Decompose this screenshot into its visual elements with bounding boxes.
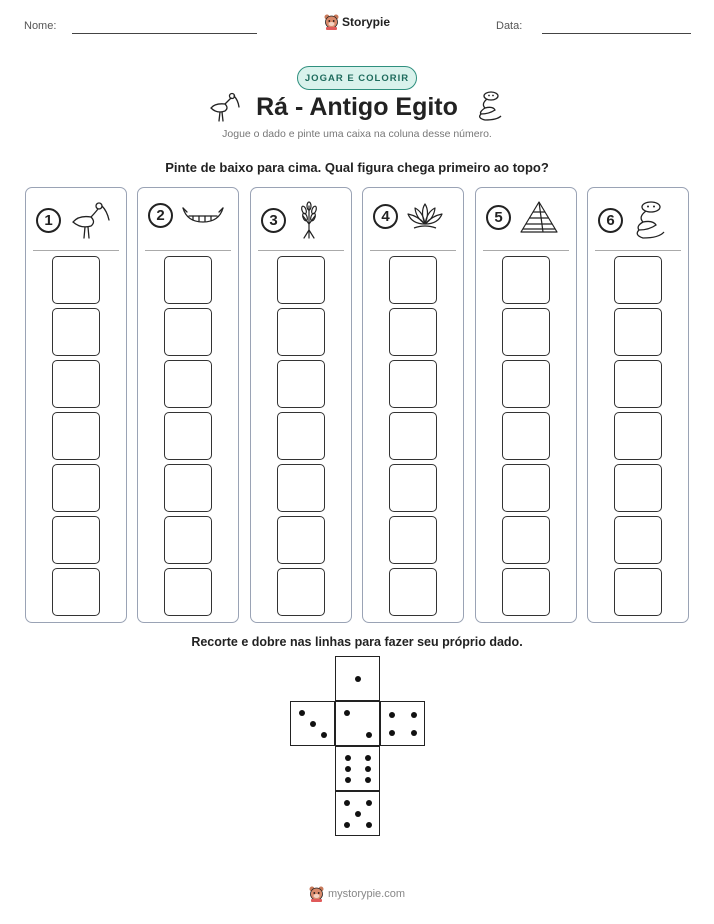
die-pip [389,730,395,736]
page-title: Rá - Antigo Egito [256,93,458,121]
die-pip [355,811,361,817]
die-face-1 [335,656,380,701]
game-instruction: Pinte de baixo para cima. Qual figura chega primeiro ao topo? [165,160,549,175]
color-box[interactable] [389,516,437,564]
die-pip [310,721,316,727]
column-4 [362,187,464,623]
date-label: Data: [496,20,523,32]
color-box[interactable] [614,256,662,304]
color-box[interactable] [502,360,550,408]
die-pip [299,710,305,716]
color-box[interactable] [164,360,212,408]
color-box[interactable] [277,308,325,356]
color-box[interactable] [389,568,437,616]
bear-icon [309,886,324,902]
column-3 [250,187,352,623]
color-box[interactable] [502,516,550,564]
die-pip [411,712,417,718]
column-6 [587,187,689,623]
column-number: 2 [148,203,173,228]
bear-icon [324,14,339,30]
color-box[interactable] [52,568,100,616]
die-pip [366,822,372,828]
color-box[interactable] [52,516,100,564]
color-box[interactable] [277,464,325,512]
color-box[interactable] [164,412,212,460]
color-box[interactable] [389,412,437,460]
die-face-5 [335,791,380,836]
die-pip [389,712,395,718]
brand-name: Storypie [342,15,391,29]
die-face-6 [335,746,380,791]
column-divider [258,250,344,251]
color-box[interactable] [502,412,550,460]
die-pip [321,732,327,738]
color-box[interactable] [389,308,437,356]
die-face-3 [290,701,335,746]
cobra-icon [475,90,505,122]
column-number: 4 [373,204,398,229]
die-pip [366,732,372,738]
color-box[interactable] [164,568,212,616]
die-pip [355,676,361,682]
column-5 [475,187,577,623]
color-box[interactable] [277,568,325,616]
color-box[interactable] [614,568,662,616]
column-divider [145,250,231,251]
wheat-icon [294,200,324,240]
color-box[interactable] [164,516,212,564]
die-pip [345,766,351,772]
pyramid-icon [519,200,559,234]
activity-badge: JOGAR E COLORIR [297,66,417,90]
color-box[interactable] [277,516,325,564]
die-face-4 [380,701,425,746]
color-box[interactable] [389,256,437,304]
die-pip [345,777,351,783]
column-number: 1 [36,208,61,233]
column-1 [25,187,127,623]
footer-url[interactable]: mystorypie.com [328,888,406,900]
color-box[interactable] [614,516,662,564]
die-pip [365,766,371,772]
die-pip [344,710,350,716]
color-box[interactable] [52,464,100,512]
die-pip [365,755,371,761]
column-divider [483,250,569,251]
column-divider [595,250,681,251]
column-divider [370,250,456,251]
column-number: 6 [598,208,623,233]
color-box[interactable] [52,256,100,304]
die-pip [366,800,372,806]
column-divider [33,250,119,251]
color-box[interactable] [164,464,212,512]
column-number: 5 [486,205,511,230]
boat-icon [181,200,225,230]
ibis-icon [69,200,111,240]
die-pip [365,777,371,783]
name-label: Nome: [24,20,57,32]
cobra-icon [631,200,667,240]
column-2 [137,187,239,623]
lotus-icon [406,200,444,232]
column-number: 3 [261,208,286,233]
page-subtitle: Jogue o dado e pinte uma caixa na coluna desse número. [222,128,492,140]
color-box[interactable] [502,464,550,512]
color-box[interactable] [614,412,662,460]
color-box[interactable] [52,308,100,356]
color-box[interactable] [277,412,325,460]
die-pip [344,800,350,806]
color-box[interactable] [389,360,437,408]
cut-instruction: Recorte e dobre nas linhas para fazer seu próprio dado. [191,635,523,649]
color-box[interactable] [52,360,100,408]
brand-logo [324,14,390,30]
die-pip [345,755,351,761]
date-line[interactable] [542,33,691,34]
color-box[interactable] [277,256,325,304]
color-box[interactable] [277,360,325,408]
color-box[interactable] [502,308,550,356]
die-pip [344,822,350,828]
color-box[interactable] [502,568,550,616]
die-face-2 [335,701,380,746]
color-box[interactable] [164,308,212,356]
color-box[interactable] [502,256,550,304]
color-box[interactable] [614,360,662,408]
color-box[interactable] [52,412,100,460]
name-line[interactable] [72,33,257,34]
color-box[interactable] [614,464,662,512]
color-box[interactable] [164,256,212,304]
die-pip [411,730,417,736]
color-box[interactable] [614,308,662,356]
footer [309,886,405,902]
color-box[interactable] [389,464,437,512]
